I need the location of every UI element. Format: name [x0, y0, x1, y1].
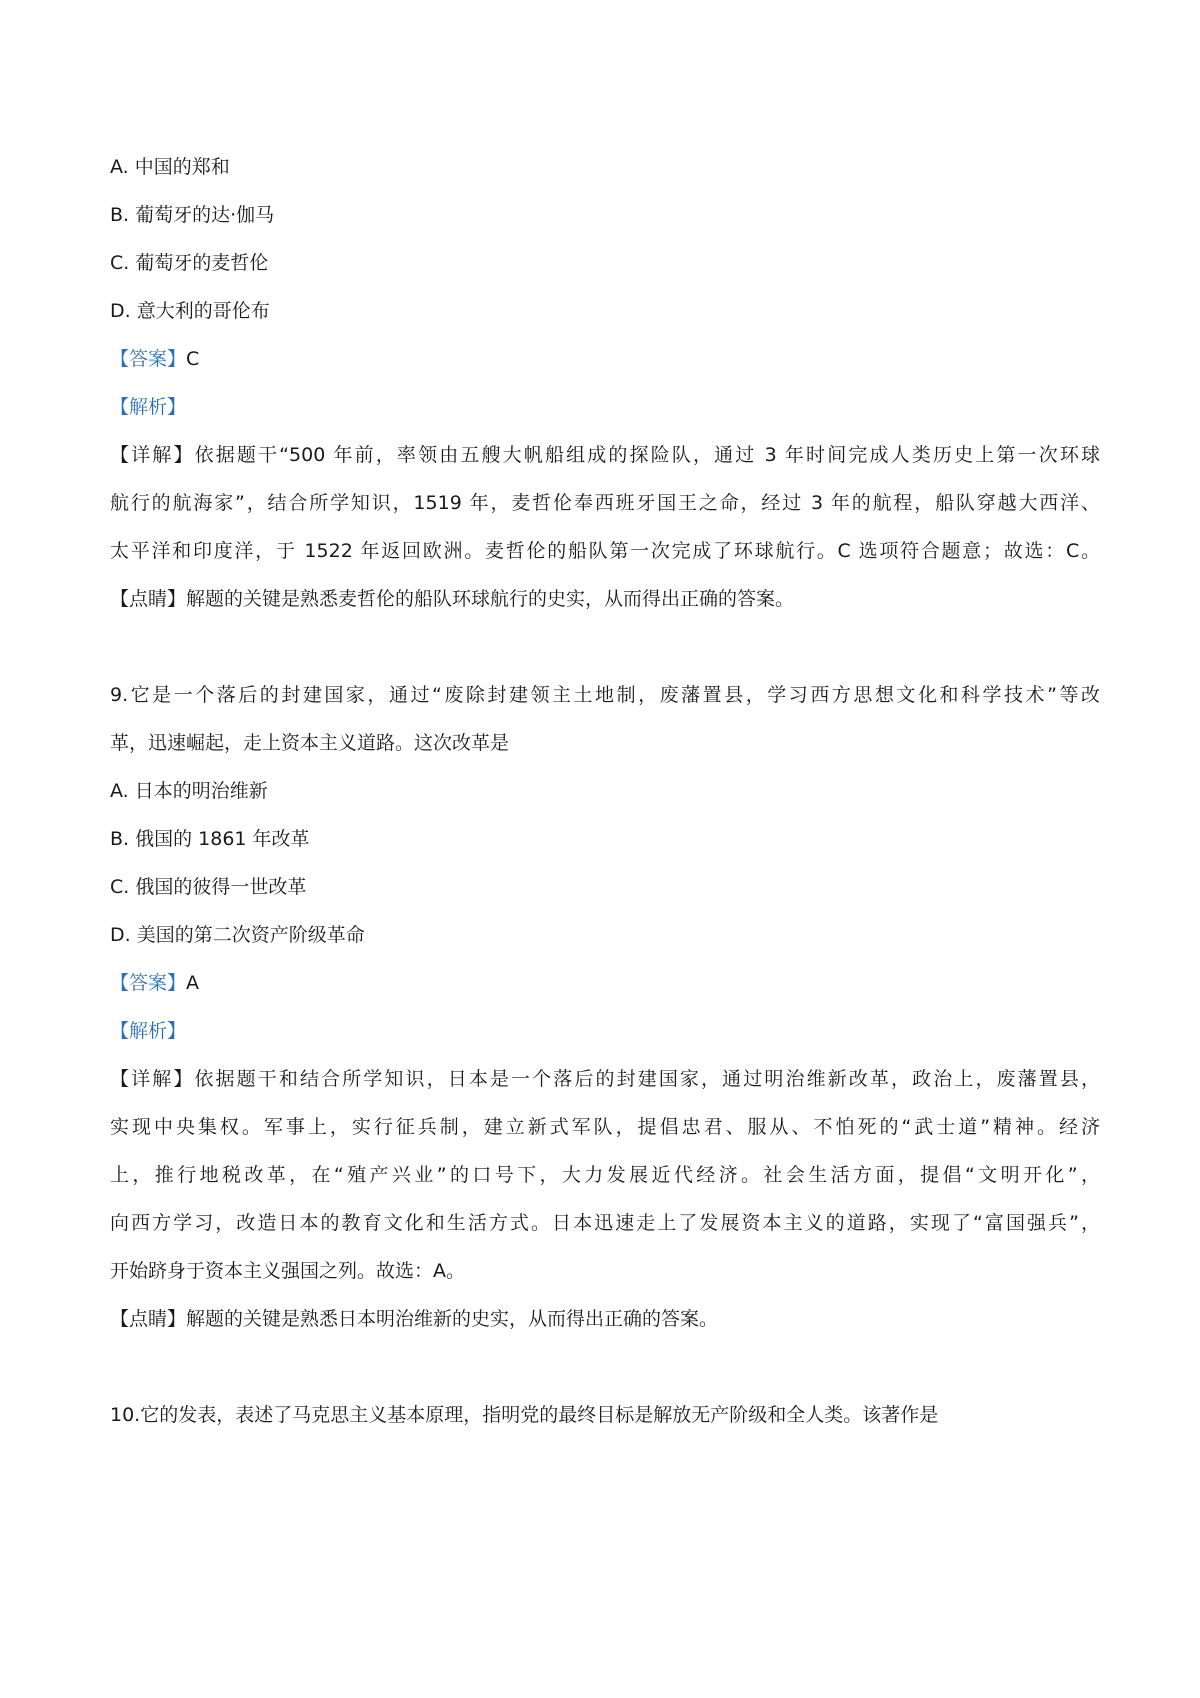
answer-value: A — [186, 972, 200, 994]
q9-option-a: A. 日本的明治维新 — [110, 780, 268, 802]
q8-option-c: C. 葡萄牙的麦哲伦 — [110, 252, 269, 274]
q9-option-c: C. 俄国的彼得一世改革 — [110, 876, 307, 898]
q9-detail-line-4: 向西方学习，改造日本的教育文化和生活方式。日本迅速走上了发展资本主义的道路，实现了“富国强兵”， — [110, 1212, 1100, 1234]
answer-value: C — [186, 348, 200, 370]
answer-tag: 【答案】 — [110, 972, 187, 994]
q8-detail-line-3: 太平洋和印度洋，于 1522 年返回欧洲。麦哲伦的船队第一次完成了环球航行。C 选项符合题意；故选：C。 — [110, 540, 1100, 562]
q8-option-b: B. 葡萄牙的达·伽马 — [110, 204, 275, 226]
q8-comment: 【点睛】解题的关键是熟悉麦哲伦的船队环球航行的史实，从而得出正确的答案。 — [110, 588, 795, 610]
answer-tag: 【答案】 — [110, 348, 187, 370]
q8-option-a: A. 中国的郑和 — [110, 156, 230, 178]
q9-stem-line-2: 革，迅速崛起，走上资本主义道路。这次改革是 — [110, 732, 510, 754]
q9-stem-line-1: 9.它是一个落后的封建国家，通过“废除封建领主土地制，废藩置县，学习西方思想文化和科学技术”等改 — [110, 684, 1100, 706]
q9-option-b: B. 俄国的 1861 年改革 — [110, 828, 310, 850]
q8-option-d: D. 意大利的哥伦布 — [110, 300, 270, 322]
q9-detail-line-2: 实现中央集权。军事上，实行征兵制，建立新式军队，提倡忠君、服从、不怕死的“武士道”精神。经济 — [110, 1116, 1100, 1138]
q9-answer — [110, 971, 199, 995]
q9-option-d: D. 美国的第二次资产阶级革命 — [110, 924, 365, 946]
q8-answer — [110, 347, 199, 371]
q9-detail-line-3: 上，推行地税改革，在“殖产兴业”的口号下，大力发展近代经济。社会生活方面，提倡“文明开化”， — [110, 1164, 1100, 1186]
q8-detail-line-1: 【详解】依据题干“500 年前，率领由五艘大帆船组成的探险队，通过 3 年时间完成人类历史上第一次环球 — [110, 444, 1100, 466]
q9-detail-line-1: 【详解】依据题干和结合所学知识，日本是一个落后的封建国家，通过明治维新改革，政治上，废藩置县， — [110, 1068, 1100, 1090]
q8-detail-line-2: 航行的航海家”，结合所学知识，1519 年，麦哲伦奉西班牙国王之命，经过 3 年的航程，船队穿越大西洋、 — [110, 492, 1100, 514]
q8-analysis-tag: 【解析】 — [110, 396, 187, 418]
q9-analysis-tag: 【解析】 — [110, 1020, 187, 1042]
q9-detail-line-5: 开始跻身于资本主义强国之列。故选：A。 — [110, 1260, 465, 1282]
q9-comment: 【点睛】解题的关键是熟悉日本明治维新的史实，从而得出正确的答案。 — [110, 1308, 719, 1330]
q10-stem: 10.它的发表，表述了马克思主义基本原理，指明党的最终目标是解放无产阶级和全人类。该著作是 — [110, 1404, 939, 1426]
